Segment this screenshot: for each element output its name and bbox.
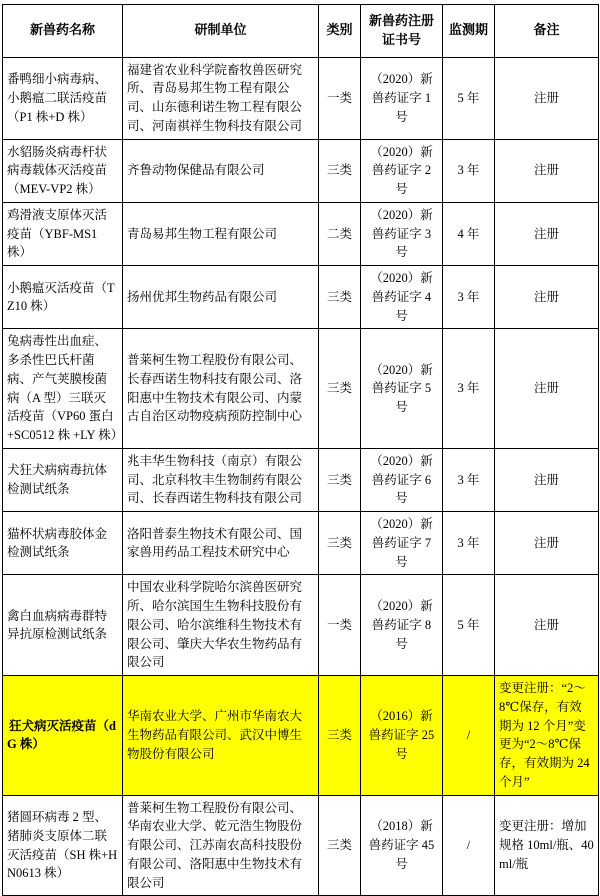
cell-developer-unit: 齐鲁动物保健品有限公司 <box>123 139 319 202</box>
cell-note: 注册 <box>495 575 599 676</box>
cell-category: 一类 <box>319 57 361 139</box>
table-header <box>3 5 599 58</box>
cell-certificate-no: （2020）新兽药证字 7 号 <box>361 512 443 575</box>
table-row-highlighted <box>3 676 599 796</box>
cell-certificate-no: （2020）新兽药证字 8 号 <box>361 575 443 676</box>
table-row <box>3 202 599 265</box>
cell-drug-name: 水貂肠炎病毒杆状病毒载体灭活疫苗（MEV-VP2 株） <box>3 139 123 202</box>
cell-drug-name: 猫杯状病毒胶体金检测试纸条 <box>3 512 123 575</box>
cell-developer-unit: 兆丰华生物科技（南京）有限公司、北京科牧丰生物制药有限公司、长春西诺生物科技有限公司 <box>123 448 319 511</box>
cell-category: 二类 <box>319 202 361 265</box>
new-veterinary-drug-table <box>2 4 599 896</box>
cell-note: 变更注册：“2～8℃保存，有效期为 12 个月”变更为“2～8℃保存，有效期为 24 个月” <box>495 676 599 796</box>
cell-certificate-no: （2020）新兽药证字 1 号 <box>361 57 443 139</box>
cell-certificate-no: （2020）新兽药证字 2 号 <box>361 139 443 202</box>
cell-certificate-no: （2020）新兽药证字 3 号 <box>361 202 443 265</box>
cell-monitor-period: 3 年 <box>443 329 495 449</box>
cell-monitor-period: 3 年 <box>443 139 495 202</box>
table-row <box>3 329 599 449</box>
cell-category: 三类 <box>319 139 361 202</box>
column-header-certificate: 新兽药注册证书号 <box>361 5 443 58</box>
cell-certificate-no: （2018）新兽药证字 45 号 <box>361 795 443 896</box>
table-row <box>3 57 599 139</box>
cell-note: 变更注册：增加规格 10ml/瓶、40ml/瓶 <box>495 795 599 896</box>
cell-category: 三类 <box>319 329 361 449</box>
cell-developer-unit: 中国农业科学院哈尔滨兽医研究所、哈尔滨国生生物科技股份有限公司、哈尔滨维科生物技术有限公司、肇庆大华农生物药品有限公司 <box>123 575 319 676</box>
cell-monitor-period: 4 年 <box>443 202 495 265</box>
cell-developer-unit: 扬州优邦生物药品有限公司 <box>123 266 319 329</box>
cell-monitor-period: / <box>443 795 495 896</box>
cell-category: 一类 <box>319 575 361 676</box>
cell-monitor-period: / <box>443 676 495 796</box>
cell-category: 三类 <box>319 795 361 896</box>
cell-category: 三类 <box>319 676 361 796</box>
cell-drug-name: 狂犬病灭活疫苗（dG 株） <box>3 676 123 796</box>
column-header-unit: 研制单位 <box>123 5 319 58</box>
cell-developer-unit: 华南农业大学、广州市华南农大生物药品有限公司、武汉中博生物股份有限公司 <box>123 676 319 796</box>
cell-drug-name: 番鸭细小病毒病、小鹅瘟二联活疫苗（P1 株+D 株） <box>3 57 123 139</box>
cell-category: 三类 <box>319 448 361 511</box>
table-row <box>3 575 599 676</box>
cell-certificate-no: （2020）新兽药证字 5 号 <box>361 329 443 449</box>
column-header-note: 备注 <box>495 5 599 58</box>
cell-drug-name: 犬狂犬病病毒抗体检测试纸条 <box>3 448 123 511</box>
cell-monitor-period: 5 年 <box>443 575 495 676</box>
table-body <box>3 57 599 896</box>
cell-note: 注册 <box>495 448 599 511</box>
table-row <box>3 512 599 575</box>
column-header-monitor-period: 监测期 <box>443 5 495 58</box>
table-row <box>3 448 599 511</box>
cell-note: 注册 <box>495 57 599 139</box>
cell-drug-name: 猪圆环病毒 2 型、猪肺炎支原体二联灭活疫苗（SH 株+HN0613 株） <box>3 795 123 896</box>
cell-monitor-period: 3 年 <box>443 448 495 511</box>
cell-monitor-period: 3 年 <box>443 512 495 575</box>
cell-drug-name: 小鹅瘟灭活疫苗（TZ10 株） <box>3 266 123 329</box>
column-header-name: 新兽药名称 <box>3 5 123 58</box>
cell-drug-name: 兔病毒性出血症、多杀性巴氏杆菌病、产气荚膜梭菌病（A 型）三联灭活疫苗（VP60 蛋白 +SC0512 株 +LY 株） <box>3 329 123 449</box>
cell-note: 注册 <box>495 266 599 329</box>
cell-note: 注册 <box>495 512 599 575</box>
cell-certificate-no: （2016）新兽药证字 25 号 <box>361 676 443 796</box>
cell-monitor-period: 5 年 <box>443 57 495 139</box>
cell-note: 注册 <box>495 329 599 449</box>
cell-note: 注册 <box>495 139 599 202</box>
cell-certificate-no: （2020）新兽药证字 4 号 <box>361 266 443 329</box>
cell-certificate-no: （2020）新兽药证字 6 号 <box>361 448 443 511</box>
table-row <box>3 266 599 329</box>
cell-developer-unit: 青岛易邦生物工程有限公司 <box>123 202 319 265</box>
cell-developer-unit: 普莱柯生物工程股份有限公司、长春西诺生物科技有限公司、洛阳惠中生物技术有限公司、内蒙古自治区动物疫病预防控制中心 <box>123 329 319 449</box>
table-row <box>3 139 599 202</box>
table-row <box>3 795 599 896</box>
cell-monitor-period: 3 年 <box>443 266 495 329</box>
cell-developer-unit: 洛阳普泰生物技术有限公司、国家兽用药品工程技术研究中心 <box>123 512 319 575</box>
cell-note: 注册 <box>495 202 599 265</box>
cell-drug-name: 鸡滑液支原体灭活疫苗（YBF-MS1 株） <box>3 202 123 265</box>
cell-category: 三类 <box>319 512 361 575</box>
cell-developer-unit: 福建省农业科学院畜牧兽医研究所、青岛易邦生物工程有限公司、山东德利诺生物工程有限公司、河南祺祥生物科技有限公司 <box>123 57 319 139</box>
cell-developer-unit: 普莱柯生物工程股份有限公司、华南农业大学、乾元浩生物股份有限公司、江苏南农高科技股份有限公司、洛阳惠中生物技术有限公司 <box>123 795 319 896</box>
cell-drug-name: 禽白血病病毒群特异抗原检测试纸条 <box>3 575 123 676</box>
column-header-category: 类别 <box>319 5 361 58</box>
table-header-row <box>3 5 599 58</box>
cell-category: 三类 <box>319 266 361 329</box>
